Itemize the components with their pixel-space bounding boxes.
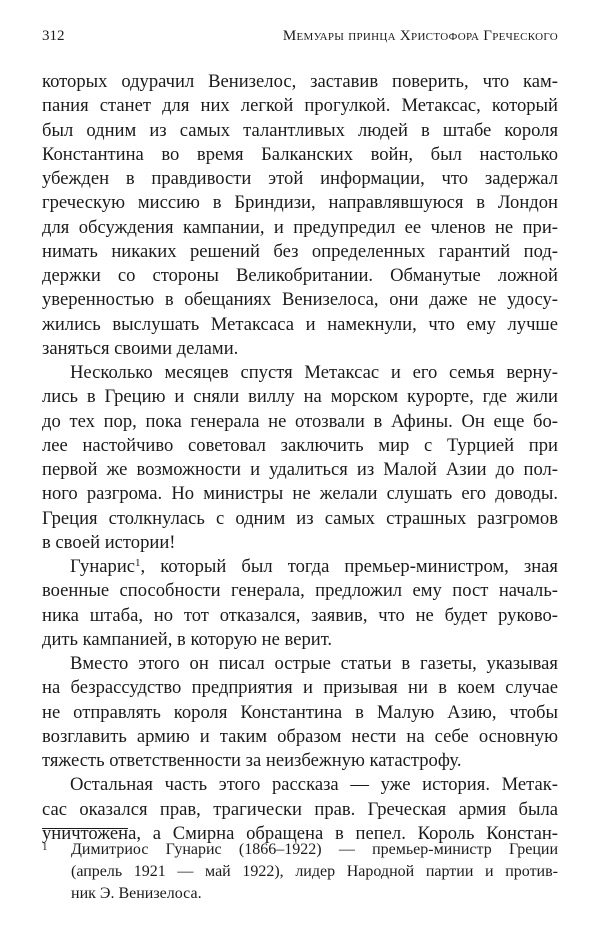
text-line: Несколько месяцев спустя Метаксас и его семья верну- bbox=[70, 362, 558, 383]
text-fragment: , который был тогда премьер-министром, зная bbox=[140, 556, 558, 577]
text-line: до тех пор, пока генерала не отозвали в Афины. Он еще бо- bbox=[42, 410, 558, 432]
text-line: был одним из самых талантливых людей в штабе короля bbox=[42, 119, 558, 141]
text-line: в своей истории! bbox=[42, 531, 176, 553]
text-line: лись в Грецию и сняли виллу на морском курорте, где жили bbox=[42, 386, 558, 408]
footnote-divider bbox=[42, 828, 128, 829]
text-line: сас оказался прав, трагически прав. Греческая армия была bbox=[42, 798, 558, 820]
text-line: военные способности генерала, предложил ему пост началь- bbox=[42, 580, 558, 602]
text-line: Остальная часть этого рассказа — уже история. Метак- bbox=[70, 774, 558, 796]
text-line: греческую миссию в Бриндизи, направлявшуюся в Лондон bbox=[42, 192, 558, 214]
text-fragment: Гунарис bbox=[70, 556, 136, 577]
footnote-line: Димитриос Гунарис (1866–1922) — премьер-министр Греции bbox=[71, 841, 558, 858]
footnote-reference[interactable]: 1 bbox=[135, 557, 141, 569]
text-line: тяжесть ответственности за неизбежную катастрофу. bbox=[42, 750, 462, 771]
page-header bbox=[42, 28, 558, 50]
text-line: Константина во время Балканских войн, был настолько bbox=[42, 143, 558, 165]
text-line: держки со стороны Великобритании. Обманутые ложной bbox=[42, 265, 558, 286]
text-line: ника штаба, но тот отказался, заявив, что не будет руково- bbox=[42, 604, 558, 626]
text-line: нимать никаких решений без определенных гарантий под- bbox=[42, 240, 558, 262]
text-line: которых одурачил Венизелос, заставив поверить, что кам- bbox=[42, 71, 558, 92]
text-line: для обсуждения кампании, и предупредил ее членов не при- bbox=[42, 216, 558, 238]
text-line: ного разгрома. Но министры не желали слушать его доводы. bbox=[42, 483, 558, 505]
page-number: 312 bbox=[42, 28, 65, 44]
text-line: лее настойчиво советовал заключить мир с Турцией при bbox=[42, 434, 558, 456]
text-line: убежден в правдивости этой информации, что задержал bbox=[42, 168, 558, 189]
text-line: не отправлять короля Константина в Малую Азию, чтобы bbox=[42, 701, 558, 723]
body-text bbox=[42, 70, 558, 846]
text-line: на безрассудство предприятия и призывая ни в коем случае bbox=[42, 677, 558, 699]
text-line: уничтожена, а Смирна обращена в пепел. Король Констан- bbox=[42, 822, 558, 844]
text-line: уверенностью в обещаниях Венизелоса, они даже не удосу- bbox=[42, 289, 558, 311]
footnote-marker: 1 bbox=[42, 841, 48, 853]
footnote-line: ник Э. Венизелоса. bbox=[71, 885, 202, 902]
text-line: жились выслушать Метаксаса и намекнули, что ему лучше bbox=[42, 313, 558, 335]
text-line bbox=[42, 555, 558, 579]
running-title: Мемуары принца Христофора Греческого bbox=[282, 28, 558, 44]
text-line: дить кампанией, в которую не верит. bbox=[42, 628, 333, 650]
text-line: первой же возможности и удалиться из Малой Азии до пол- bbox=[42, 459, 558, 480]
text-line: Вместо этого он писал острые статьи в газеты, указывая bbox=[70, 653, 558, 674]
text-line: заняться своими делами. bbox=[42, 337, 239, 359]
text-line: пания станет для них легкой прогулкой. Метаксас, который bbox=[42, 95, 558, 117]
footnote-line: (апрель 1921 — май 1922), лидер Народной партии и против- bbox=[71, 863, 558, 880]
text-line: Греция столкнулась с одним из самых страшных разгромов bbox=[42, 507, 558, 529]
text-line: возглавить армию и таким образом нести на себе основную bbox=[42, 725, 558, 747]
footnote bbox=[42, 839, 558, 905]
